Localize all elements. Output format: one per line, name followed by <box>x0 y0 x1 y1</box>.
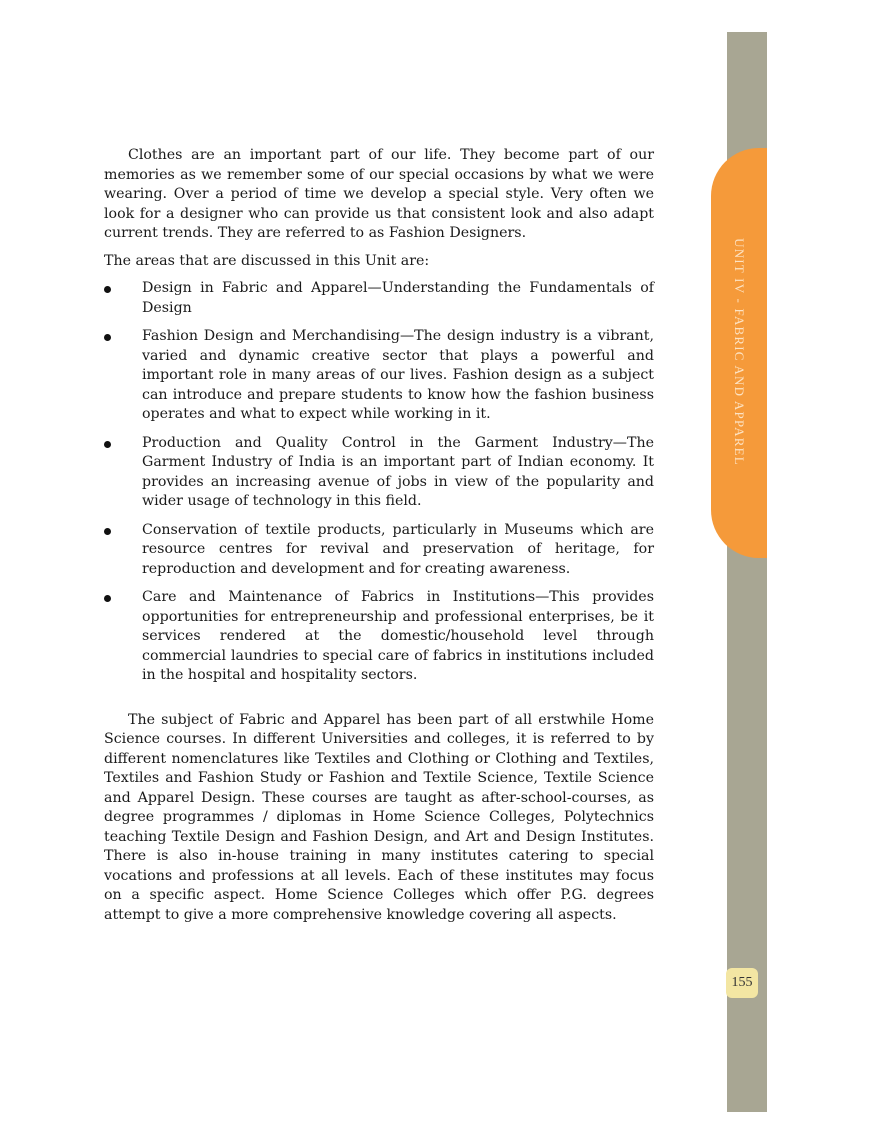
list-item-text: Conservation of textile products, particularly in Museums which are resource centres for revival and preservation of heritage, for reproduction and development and for creating awareness. <box>142 521 654 577</box>
list-item-text: Care and Maintenance of Fabrics in Institutions—This provides opportunities for entrepreneurship and professional enterprises, be it services rendered at the domestic/household level through commercial laundries to special care of fabrics in institutions included in the hospital and hospitality sectors. <box>142 589 654 683</box>
list-item <box>104 327 654 425</box>
list-item-text: Fashion Design and Merchandising—The design industry is a vibrant, varied and dynamic creative sector that plays a powerful and important role in many areas of our lives. Fashion design as a subject can introduce and prepare students to know how the fashion business operates and what to expect while working in it. <box>142 328 654 422</box>
list-item <box>104 588 654 686</box>
intro-paragraph: Clothes are an important part of our life. They become part of our memories as we remember some of our special occasions by what we were wearing. Over a period of time we develop a special style. Very often we look for a designer who can provide us that consistent look and also adapt current trends. They are referred to as Fashion Designers. <box>104 147 654 241</box>
unit-label-text: UNIT IV - FABRIC AND APPAREL <box>732 238 747 466</box>
list-item-text: Design in Fabric and Apparel—Understanding the Fundamentals of Design <box>142 280 654 316</box>
bullet-icon <box>104 334 111 341</box>
page-number: 155 <box>726 968 758 998</box>
bullet-icon <box>104 528 111 535</box>
list-item <box>104 521 654 580</box>
closing-paragraph: The subject of Fabric and Apparel has been part of all erstwhile Home Science courses. In different Universities and colleges, it is referred to by different nomenclatures like Textiles and Clothing or Clothing and Textiles, Textiles and Fashion Study or Fashion and Textile Science, Textile Science and Apparel Design. These courses are taught as after-school-courses, as degree programmes / diplomas in Home Science Colleges, Polytechnics teaching Textile Design and Fashion Design, and Art and Design Institutes. There is also in-house training in many institutes catering to special vocations and professions at all levels. Each of these institutes may focus on a specific aspect. Home Science Colleges which offer P.G. degrees attempt to give a more comprehensive knowledge covering all aspects. <box>104 711 654 923</box>
bullet-icon <box>104 441 111 448</box>
bullet-icon <box>104 286 111 293</box>
body-content <box>104 146 654 925</box>
list-item <box>104 279 654 318</box>
areas-lead: The areas that are discussed in this Unit are: <box>104 252 430 269</box>
areas-list <box>104 279 654 686</box>
list-item <box>104 434 654 512</box>
bullet-icon <box>104 595 111 602</box>
list-item-text: Production and Quality Control in the Garment Industry—The Garment Industry of India is an important part of Indian economy. It provides an increasing avenue of jobs in view of the popularity and wider usage of technology in this field. <box>142 434 654 509</box>
